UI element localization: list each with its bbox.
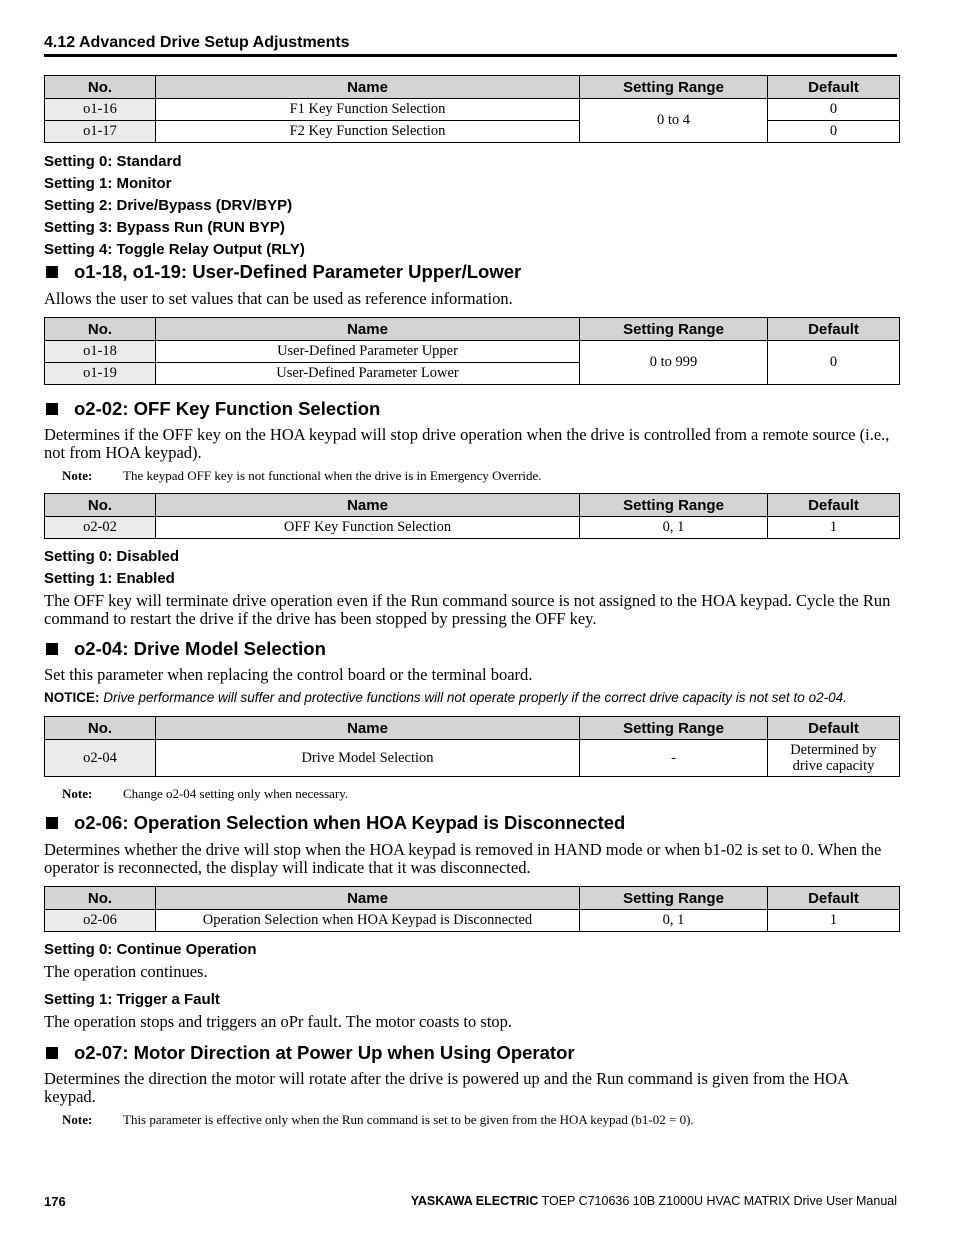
col-header-range: Setting Range <box>580 887 768 910</box>
note-text: Change o2-04 setting only when necessary. <box>123 786 349 801</box>
col-header-default: Default <box>768 887 900 910</box>
footer-brand: YASKAWA ELECTRIC <box>410 1194 539 1208</box>
col-header-name: Name <box>156 887 580 910</box>
note-text: This parameter is effective only when the Run command is set to be given from the HOA keypad (b1-02 = 0). <box>123 1112 694 1127</box>
setting-label: Setting 1: Monitor <box>44 175 172 192</box>
param-no: o1-18 <box>45 341 156 363</box>
note <box>62 1112 694 1128</box>
section-heading-text: o2-04: Drive Model Selection <box>74 638 326 659</box>
body-paragraph: Determines whether the drive will stop when the HOA keypad is removed in HAND mode or when b1-02 is set to 0. When the operator is reconnected, the display will indicate that it was disconnected. <box>44 840 882 877</box>
section-heading-o2-04 <box>44 638 326 660</box>
param-name: User-Defined Parameter Upper <box>156 341 580 363</box>
section-heading-o2-02 <box>44 398 380 420</box>
setting-label: Setting 0: Standard <box>44 153 182 170</box>
param-table-o2-06 <box>44 886 900 932</box>
col-header-name: Name <box>156 76 580 99</box>
setting-label: Setting 3: Bypass Run (RUN BYP) <box>44 219 285 236</box>
col-header-name: Name <box>156 717 580 740</box>
col-header-name: Name <box>156 318 580 341</box>
param-default: 0 <box>768 99 900 121</box>
param-range: 0 to 999 <box>580 341 768 385</box>
param-name: User-Defined Parameter Lower <box>156 363 580 385</box>
section-bullet-icon <box>46 1047 58 1059</box>
note-label: Note: <box>62 786 93 801</box>
col-header-no: No. <box>45 76 156 99</box>
section-bullet-icon <box>46 817 58 829</box>
page-number: 176 <box>44 1194 66 1209</box>
section-heading-o2-06 <box>44 812 625 834</box>
setting-label: Setting 0: Continue Operation <box>44 941 257 958</box>
section-heading-text: o2-02: OFF Key Function Selection <box>74 398 381 419</box>
body-paragraph: The operation continues. <box>44 962 208 981</box>
col-header-no: No. <box>45 318 156 341</box>
param-name: OFF Key Function Selection <box>156 517 580 539</box>
param-default: 0 <box>768 341 900 385</box>
body-paragraph: Determines the direction the motor will rotate after the drive is powered up and the Run command is given from the HOA keypad. <box>44 1069 849 1106</box>
table-row <box>45 341 900 363</box>
section-heading-o1-18 <box>44 261 521 283</box>
body-paragraph: Set this parameter when replacing the control board or the terminal board. <box>44 665 533 684</box>
param-table-o2-04 <box>44 716 900 777</box>
page-section-title: 4.12 Advanced Drive Setup Adjustments <box>44 34 350 51</box>
section-heading-o2-07 <box>44 1042 575 1064</box>
footer-doc-title <box>411 1194 897 1208</box>
note-label: Note: <box>62 1112 93 1127</box>
col-header-range: Setting Range <box>580 494 768 517</box>
param-no: o2-02 <box>45 517 156 539</box>
param-default <box>768 740 900 777</box>
section-heading-text: o2-07: Motor Direction at Power Up when Using Operator <box>74 1042 575 1063</box>
param-no: o1-16 <box>45 99 156 121</box>
param-table-o1-18 <box>44 317 900 385</box>
col-header-default: Default <box>768 494 900 517</box>
param-name: F1 Key Function Selection <box>156 99 580 121</box>
param-no: o2-06 <box>45 910 156 932</box>
section-heading-text: o1-18, o1-19: User-Defined Parameter Upper/Lower <box>74 261 522 282</box>
col-header-no: No. <box>45 717 156 740</box>
col-header-range: Setting Range <box>580 76 768 99</box>
col-header-default: Default <box>768 76 900 99</box>
note <box>62 786 348 802</box>
note-text: The keypad OFF key is not functional when the drive is in Emergency Override. <box>123 468 542 483</box>
param-name: F2 Key Function Selection <box>156 121 580 143</box>
setting-label: Setting 4: Toggle Relay Output (RLY) <box>44 241 305 258</box>
notice-text: Drive performance will suffer and protective functions will not operate properly if the correct drive capacity is not set to o2-04. <box>99 690 847 705</box>
body-paragraph: Allows the user to set values that can be used as reference information. <box>44 289 513 308</box>
setting-label: Setting 1: Trigger a Fault <box>44 991 220 1008</box>
param-table-o2-02 <box>44 493 900 539</box>
col-header-no: No. <box>45 887 156 910</box>
param-range: 0 to 4 <box>580 99 768 143</box>
col-header-no: No. <box>45 494 156 517</box>
table-row <box>45 740 900 777</box>
body-paragraph: Determines if the OFF key on the HOA keypad will stop drive operation when the drive is controlled from a remote source (i.e., not from HOA keypad). <box>44 425 890 462</box>
note-label: Note: <box>62 468 93 483</box>
col-header-range: Setting Range <box>580 318 768 341</box>
col-header-range: Setting Range <box>580 717 768 740</box>
param-range: 0, 1 <box>580 517 768 539</box>
note <box>62 468 542 484</box>
table-row <box>45 99 900 121</box>
param-range: 0, 1 <box>580 910 768 932</box>
param-no: o1-19 <box>45 363 156 385</box>
table-row <box>45 517 900 539</box>
body-paragraph: The operation stops and triggers an oPr fault. The motor coasts to stop. <box>44 1012 513 1031</box>
col-header-default: Default <box>768 717 900 740</box>
section-bullet-icon <box>46 643 58 655</box>
setting-label: Setting 1: Enabled <box>44 570 175 587</box>
notice <box>44 690 847 705</box>
param-default: 1 <box>768 910 900 932</box>
col-header-default: Default <box>768 318 900 341</box>
notice-label: NOTICE: <box>44 690 100 705</box>
param-no: o1-17 <box>45 121 156 143</box>
param-range: - <box>580 740 768 777</box>
section-bullet-icon <box>46 266 58 278</box>
col-header-name: Name <box>156 494 580 517</box>
footer-doc: TOEP C710636 10B Z1000U HVAC MATRIX Drive User Manual <box>538 1194 897 1208</box>
table-row <box>45 910 900 932</box>
header-rule <box>44 54 897 57</box>
param-default: 1 <box>768 517 900 539</box>
body-paragraph: The OFF key will terminate drive operation even if the Run command source is not assigned to the HOA keypad. Cycle the Run command to restart the drive if the drive has been stopped by pressing the OFF key. <box>44 591 891 628</box>
param-default-line: Determined by <box>790 742 877 758</box>
param-default: 0 <box>768 121 900 143</box>
param-no: o2-04 <box>45 740 156 777</box>
setting-label: Setting 0: Disabled <box>44 548 180 565</box>
param-name: Operation Selection when HOA Keypad is Disconnected <box>156 910 580 932</box>
table-row <box>45 121 900 143</box>
section-heading-text: o2-06: Operation Selection when HOA Keypad is Disconnected <box>74 812 626 833</box>
section-bullet-icon <box>46 403 58 415</box>
param-name: Drive Model Selection <box>156 740 580 777</box>
param-default-line: drive capacity <box>792 758 875 774</box>
param-table-o1-16 <box>44 75 900 143</box>
setting-label: Setting 2: Drive/Bypass (DRV/BYP) <box>44 197 293 214</box>
